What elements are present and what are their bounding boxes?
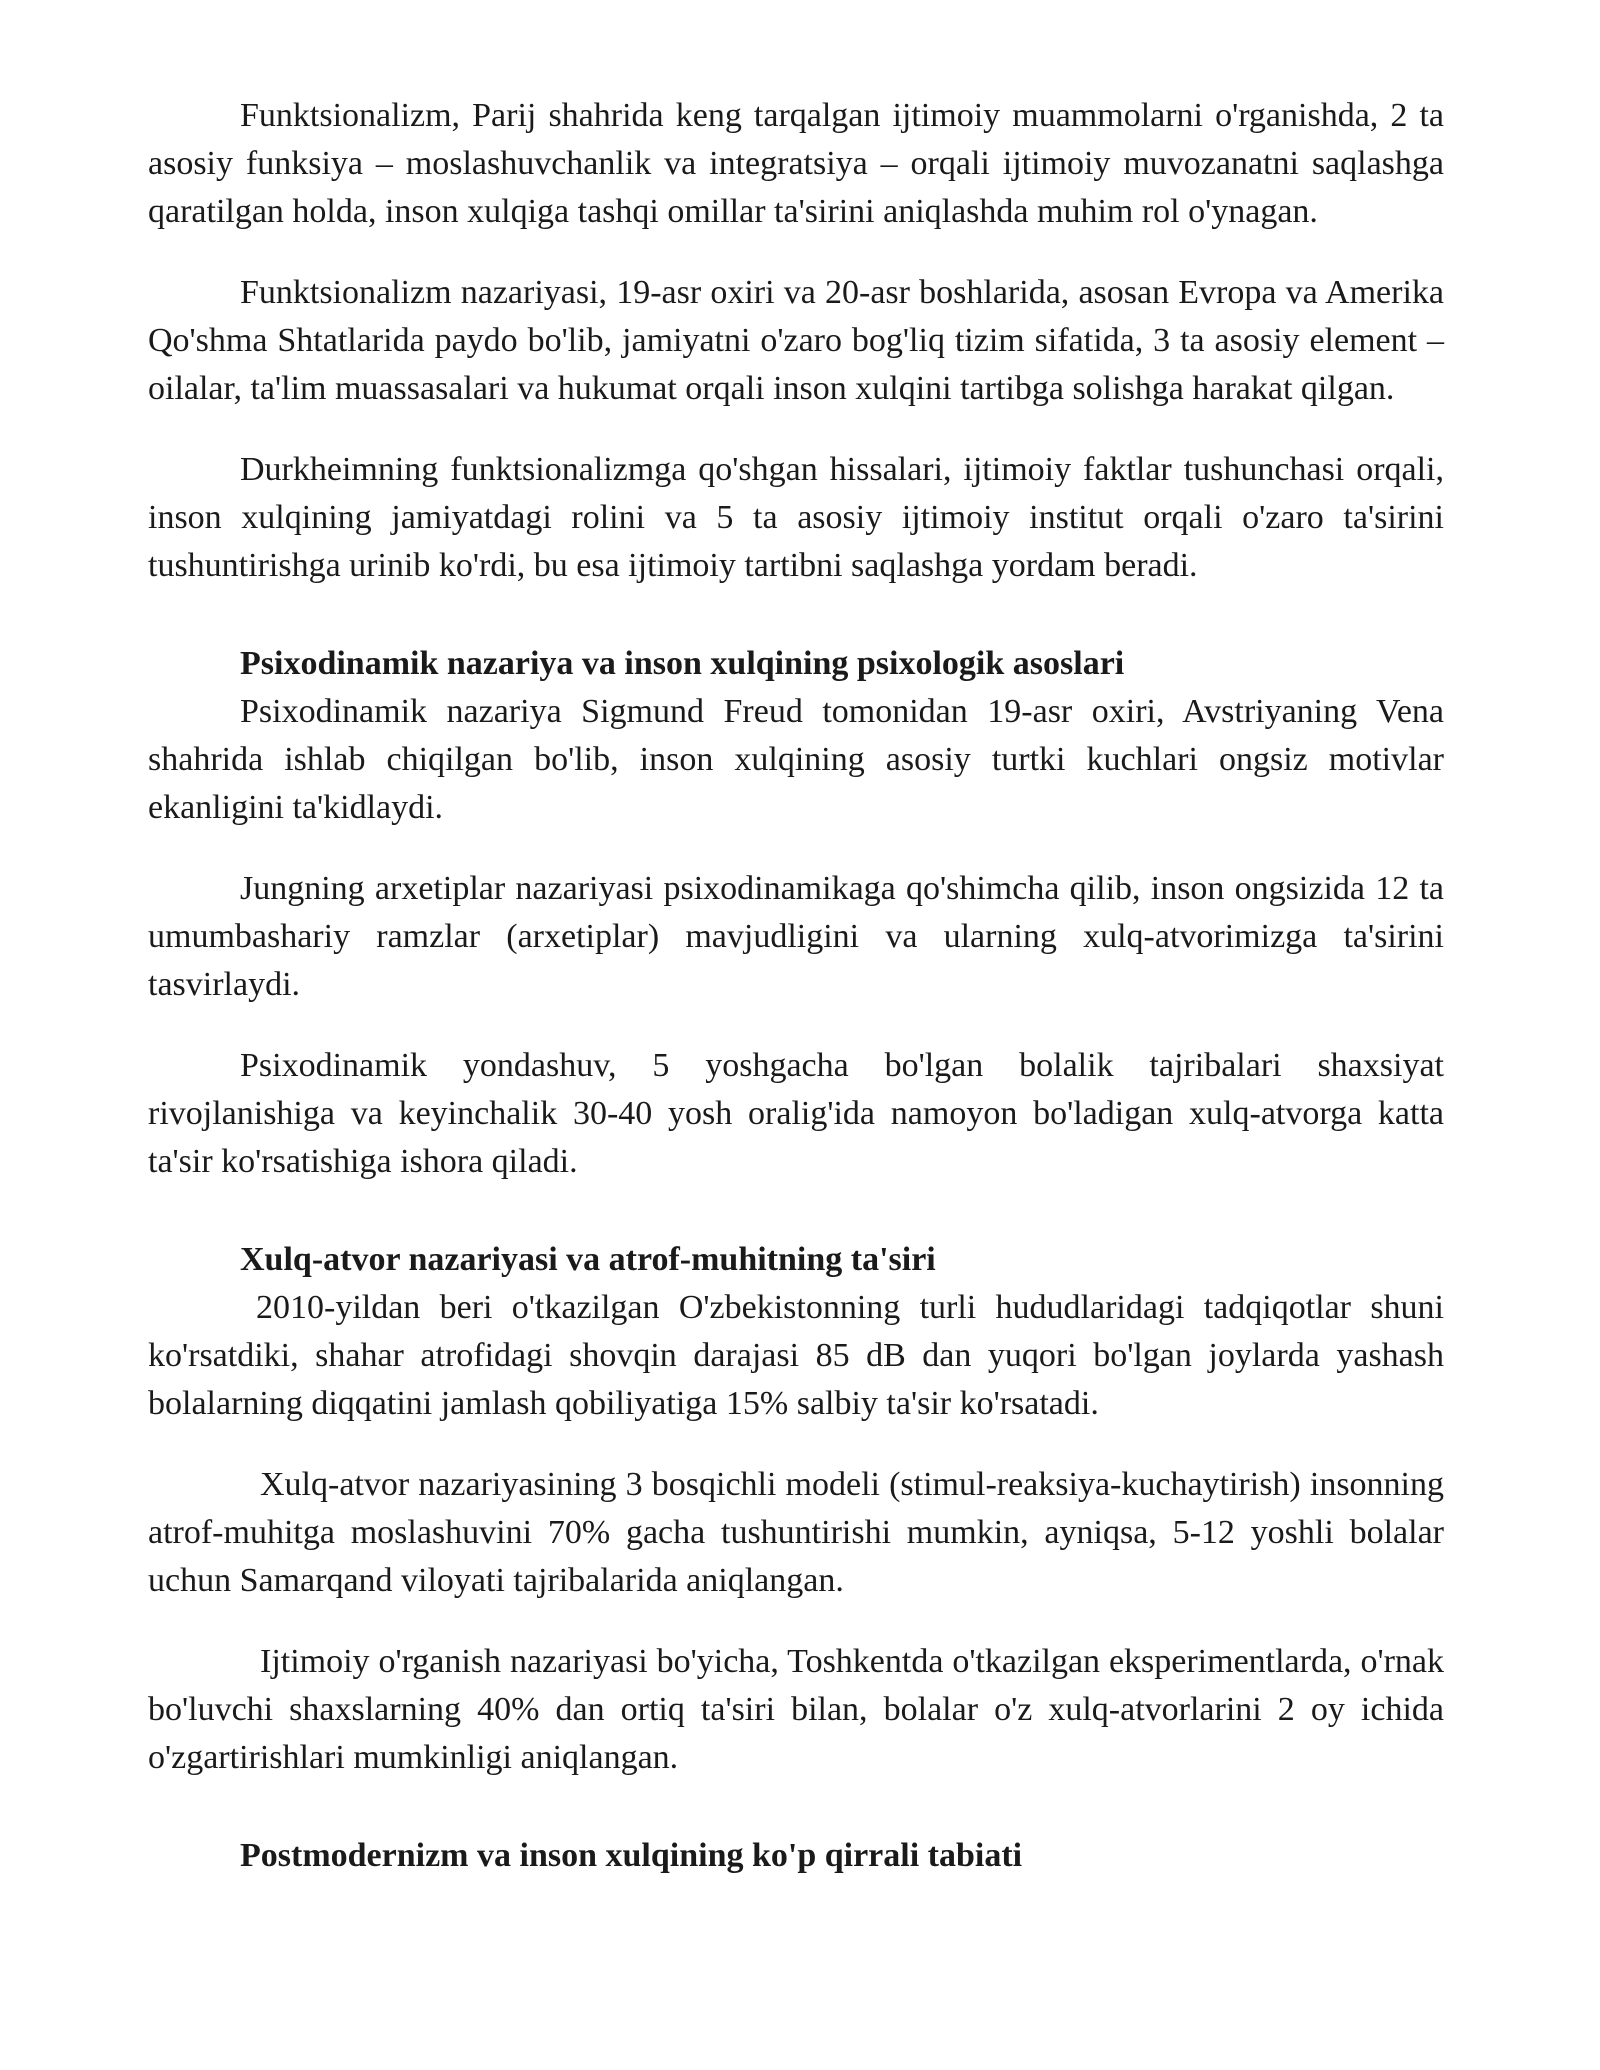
paragraph-freud: Psixodinamik nazariya Sigmund Freud tomonidan 19-asr oxiri, Avstriyaning Vena shahrida ishlab chiqilgan bo'lib, inson xulqining asosiy turtki kuchlari ongsiz motivlar ekanligini ta'kidlaydi. — [148, 693, 1444, 826]
paragraph-functionalism-theory: Funktsionalizm nazariyasi, 19-asr oxiri va 20-asr boshlarida, asosan Evropa va Amerika Qo'shma Shtatlarida paydo bo'lib, jamiyatni o'zaro bog'liq tizim sifatida, 3 ta asosiy element – oilalar, ta'lim muassasalari va hukumat orqali inson xulqini tartibga solishga harakat qilgan. — [148, 274, 1444, 407]
paragraph-uzbekistan-research: 2010-yildan beri o'tkazilgan O'zbekistonning turli hududlaridagi tadqiqotlar shuni ko'rsatdiki, shahar atrofidagi shovqin darajasi 85 dB dan yuqori bo'lgan joylarda yashash bolalarning diqqatini jamlash qobiliyatiga 15% salbiy ta'sir ko'rsatadi. — [148, 1289, 1444, 1422]
paragraph-behavior-model: Xulq-atvor nazariyasining 3 bosqichli modeli (stimul-reaksiya-kuchaytirish) insonning atrof-muhitga moslashuvini 70% gacha tushuntirishi mumkin, ayniqsa, 5-12 yoshli bolalar uchun Samarqand viloyati tajribalarida aniqlangan. — [148, 1466, 1444, 1599]
paragraph-durkheim: Durkheimning funktsionalizmga qo'shgan hissalari, ijtimoiy faktlar tushunchasi orqali, inson xulqining jamiyatdagi rolini va 5 ta asosiy ijtimoiy institut orqali o'zaro ta'sirini tushuntirishga urinib ko'rdi, bu esa ijtimoiy tartibni saqlashga yordam beradi. — [148, 451, 1444, 584]
section-heading-psychodynamic: Psixodinamik nazariya va inson xulqining psixologik asoslari — [240, 645, 1125, 682]
paragraph-functionalism-paris: Funktsionalizm, Parij shahrida keng tarqalgan ijtimoiy muammolarni o'rganishda, 2 ta asosiy funksiya – moslashuvchanlik va integratsiya – orqali ijtimoiy muvozanatni saqlashga qaratilgan holda, inson xulqiga tashqi omillar ta'sirini aniqlashda muhim rol o'ynagan. — [148, 97, 1444, 230]
paragraph-jung: Jungning arxetiplar nazariyasi psixodinamikaga qo'shimcha qilib, inson ongsizida 12 ta umumbashariy ramzlar (arxetiplar) mavjudligini va ularning xulq-atvorimizga ta'sirini tasvirlaydi. — [148, 870, 1444, 1003]
section-heading-behaviorism: Xulq-atvor nazariyasi va atrof-muhitning ta'siri — [240, 1241, 936, 1278]
document-page — [148, 92, 1444, 1880]
paragraph-psychodynamic-approach: Psixodinamik yondashuv, 5 yoshgacha bo'lgan bolalik tajribalari shaxsiyat rivojlanishiga va keyinchalik 30-40 yosh oralig'ida namoyon bo'ladigan xulq-atvorga katta ta'sir ko'rsatishiga ishora qiladi. — [148, 1047, 1444, 1180]
section-heading-postmodernism: Postmodernizm va inson xulqining ko'p qirrali tabiati — [240, 1837, 1023, 1874]
paragraph-social-learning: Ijtimoiy o'rganish nazariyasi bo'yicha, Toshkentda o'tkazilgan eksperimentlarda, o'rnak bo'luvchi shaxslarning 40% dan ortiq ta'siri bilan, bolalar o'z xulq-atvorlarini 2 oy ichida o'zgartirishlari mumkinligi aniqlangan. — [148, 1643, 1444, 1776]
